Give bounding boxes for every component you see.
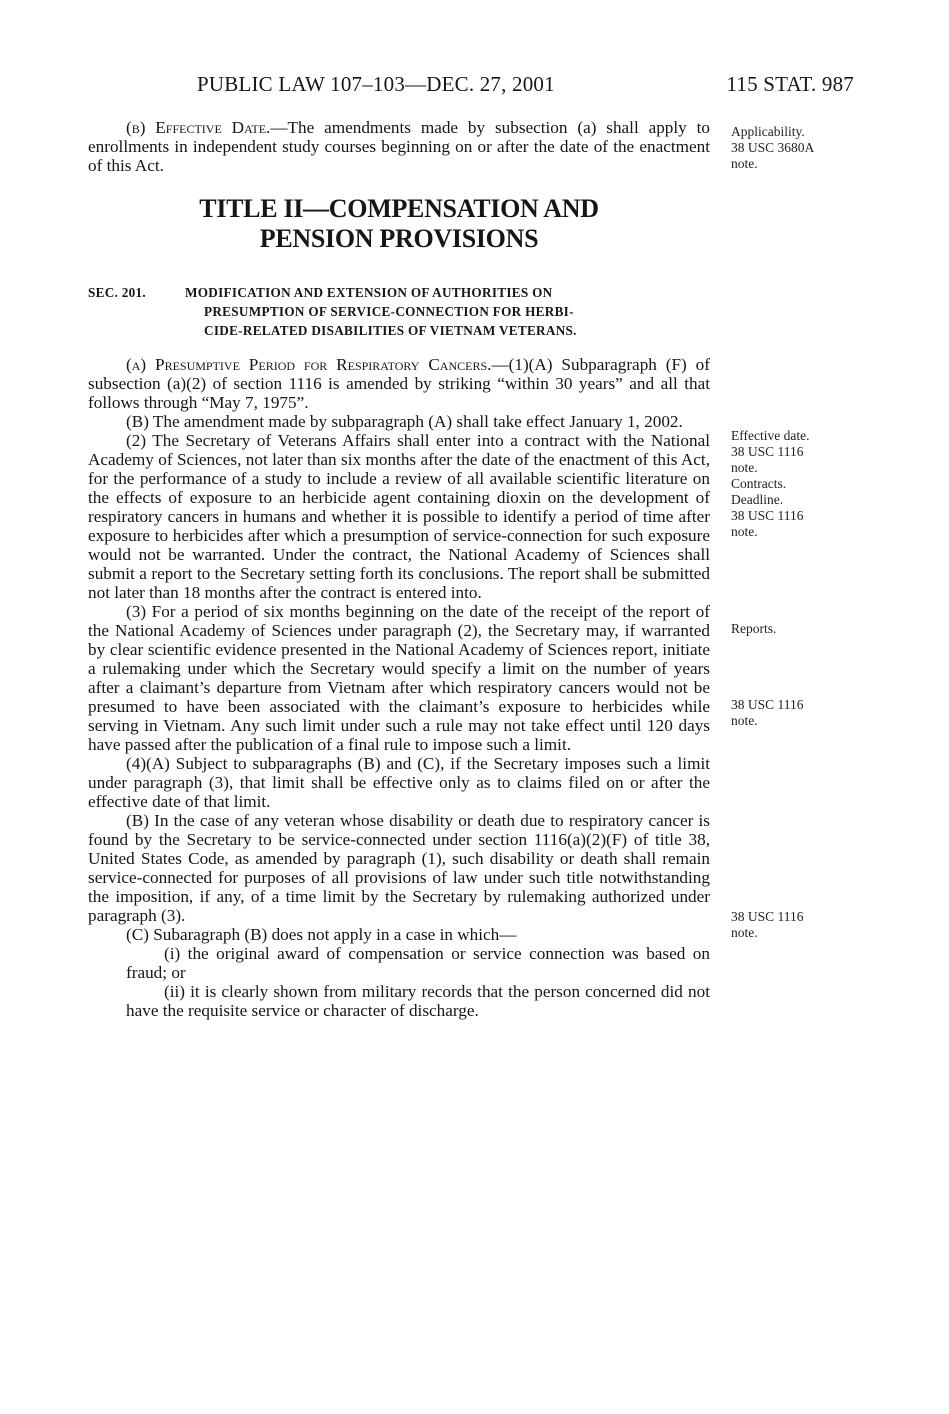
margin-note-effective-date [731, 428, 809, 540]
clause-4C-i: (i) the original award of compensation or service connection was based on fraud; or [126, 944, 710, 982]
paragraph-4C: (C) Subaragraph (B) does not apply in a case in which— [126, 925, 517, 944]
margin-note-applicability [731, 124, 814, 172]
section-number: SEC. 201. [88, 285, 147, 300]
margin-note-line: Applicability. [731, 124, 805, 139]
subsection-b-effective-date [88, 118, 710, 175]
subsection-a-text: —(1)(A) Subparagraph (F) of subsection (a)(2) of section 1116 is amended by striking “within 30 years” and all that follows through “May 7, 1975”. [88, 355, 710, 412]
margin-note-line: Effective date. [731, 428, 810, 443]
paragraph-2: (2) The Secretary of Veterans Affairs shall enter into a contract with the National Academy of Sciences, not later than six months after the date of the enactment of this Act, for the performance of a study to include a review of all available scientific literature on the effects of exposure to an herbicide agent containing dioxin on the development of respiratory cancers in humans and whether it is possible to identify a period of time after exposure to herbicides after which a presumption of service-connection for such exposure would not be warranted. Under the contract, the National Academy of Sciences shall submit a report to the Secretary setting forth its conclusions. The report shall be submitted not later than 18 months after the contract is entered into. [88, 431, 710, 602]
subsection-b-caption: (b) Effective Date. [126, 118, 271, 137]
margin-note-line: note. [731, 925, 758, 940]
margin-note-line: note. [731, 524, 758, 539]
section-heading-line-2: PRESUMPTION OF SERVICE-CONNECTION FOR HERBI- [204, 304, 574, 319]
subsection-a-caption: (a) Presumptive Period for Respiratory Cancers. [126, 355, 492, 374]
margin-note-line: note. [731, 156, 758, 171]
paragraph-3: (3) For a period of six months beginning on the date of the receipt of the report of the National Academy of Sciences under paragraph (2), the Secretary may, if warranted by clear scientific evidence presented in the National Academy of Sciences report, initiate a rulemaking under which the Secretary would specify a limit on the number of years after a claimant’s departure from Vietnam after which respiratory cancers would not be presumed to have been associated with the claimant’s exposure to herbicides while serving in Vietnam. Any such limit under such a rule may not take effect until 120 days have passed after the publication of a final rule to impose such a limit. [88, 602, 710, 754]
paragraph-4B: (B) In the case of any veteran whose disability or death due to respiratory cancer is found by the Secretary to be service-connected under section 1116(a)(2)(F) of title 38, United States Code, as amended by paragraph (1), such disability or death shall remain service-connected for purposes of all provisions of law under such title notwithstanding the imposition, if any, of a time limit by the Secretary by rulemaking authorized under paragraph (3). [88, 811, 710, 925]
margin-note-line: Reports. [731, 621, 777, 636]
margin-note-line: 38 USC 1116 [731, 697, 804, 712]
section-heading-line-1: MODIFICATION AND EXTENSION OF AUTHORITIES ON [185, 285, 553, 300]
margin-note-line: 38 USC 1116 [731, 444, 804, 459]
subsection-b-text: —The amendments made by subsection (a) shall apply to enrollments in independent study courses beginning on or after the date of the enactment of this Act. [88, 118, 710, 175]
margin-note-line: 38 USC 1116 [731, 909, 804, 924]
body-text [88, 118, 710, 1020]
margin-note-line: 38 USC 1116 [731, 508, 804, 523]
section-heading-line-3: CIDE-RELATED DISABILITIES OF VIETNAM VETERANS. [204, 323, 577, 338]
paragraph-1B: (B) The amendment made by subparagraph (A) shall take effect January 1, 2002. [126, 412, 683, 431]
margin-note-line: Deadline. [731, 492, 784, 507]
margin-note-paragraph-4A [731, 909, 804, 941]
margin-note-line: Contracts. [731, 476, 787, 491]
margin-note-line: note. [731, 713, 758, 728]
title-heading [88, 194, 710, 254]
margin-note-line: note. [731, 460, 758, 475]
running-head: PUBLIC LAW 107–103—DEC. 27, 2001 [197, 72, 555, 96]
clause-4C-ii: (ii) it is clearly shown from military records that the person concerned did not have the requisite service or character of discharge. [126, 982, 710, 1020]
statute-page-reference: 115 STAT. 987 [726, 72, 854, 96]
margin-note-reports [731, 621, 776, 637]
margin-note-paragraph-3 [731, 697, 804, 729]
title-line-1: TITLE II—COMPENSATION AND [199, 194, 599, 223]
title-line-2: PENSION PROVISIONS [259, 224, 539, 253]
page-header [0, 72, 949, 102]
margin-note-line: 38 USC 3680A [731, 140, 815, 155]
subsection-a-paragraph-1A [88, 355, 710, 412]
section-heading [88, 283, 710, 340]
paragraph-4A: (4)(A) Subject to subparagraphs (B) and (C), if the Secretary imposes such a limit under paragraph (3), that limit shall be effective only as to claims filed on or after the effective date of that limit. [88, 754, 710, 811]
